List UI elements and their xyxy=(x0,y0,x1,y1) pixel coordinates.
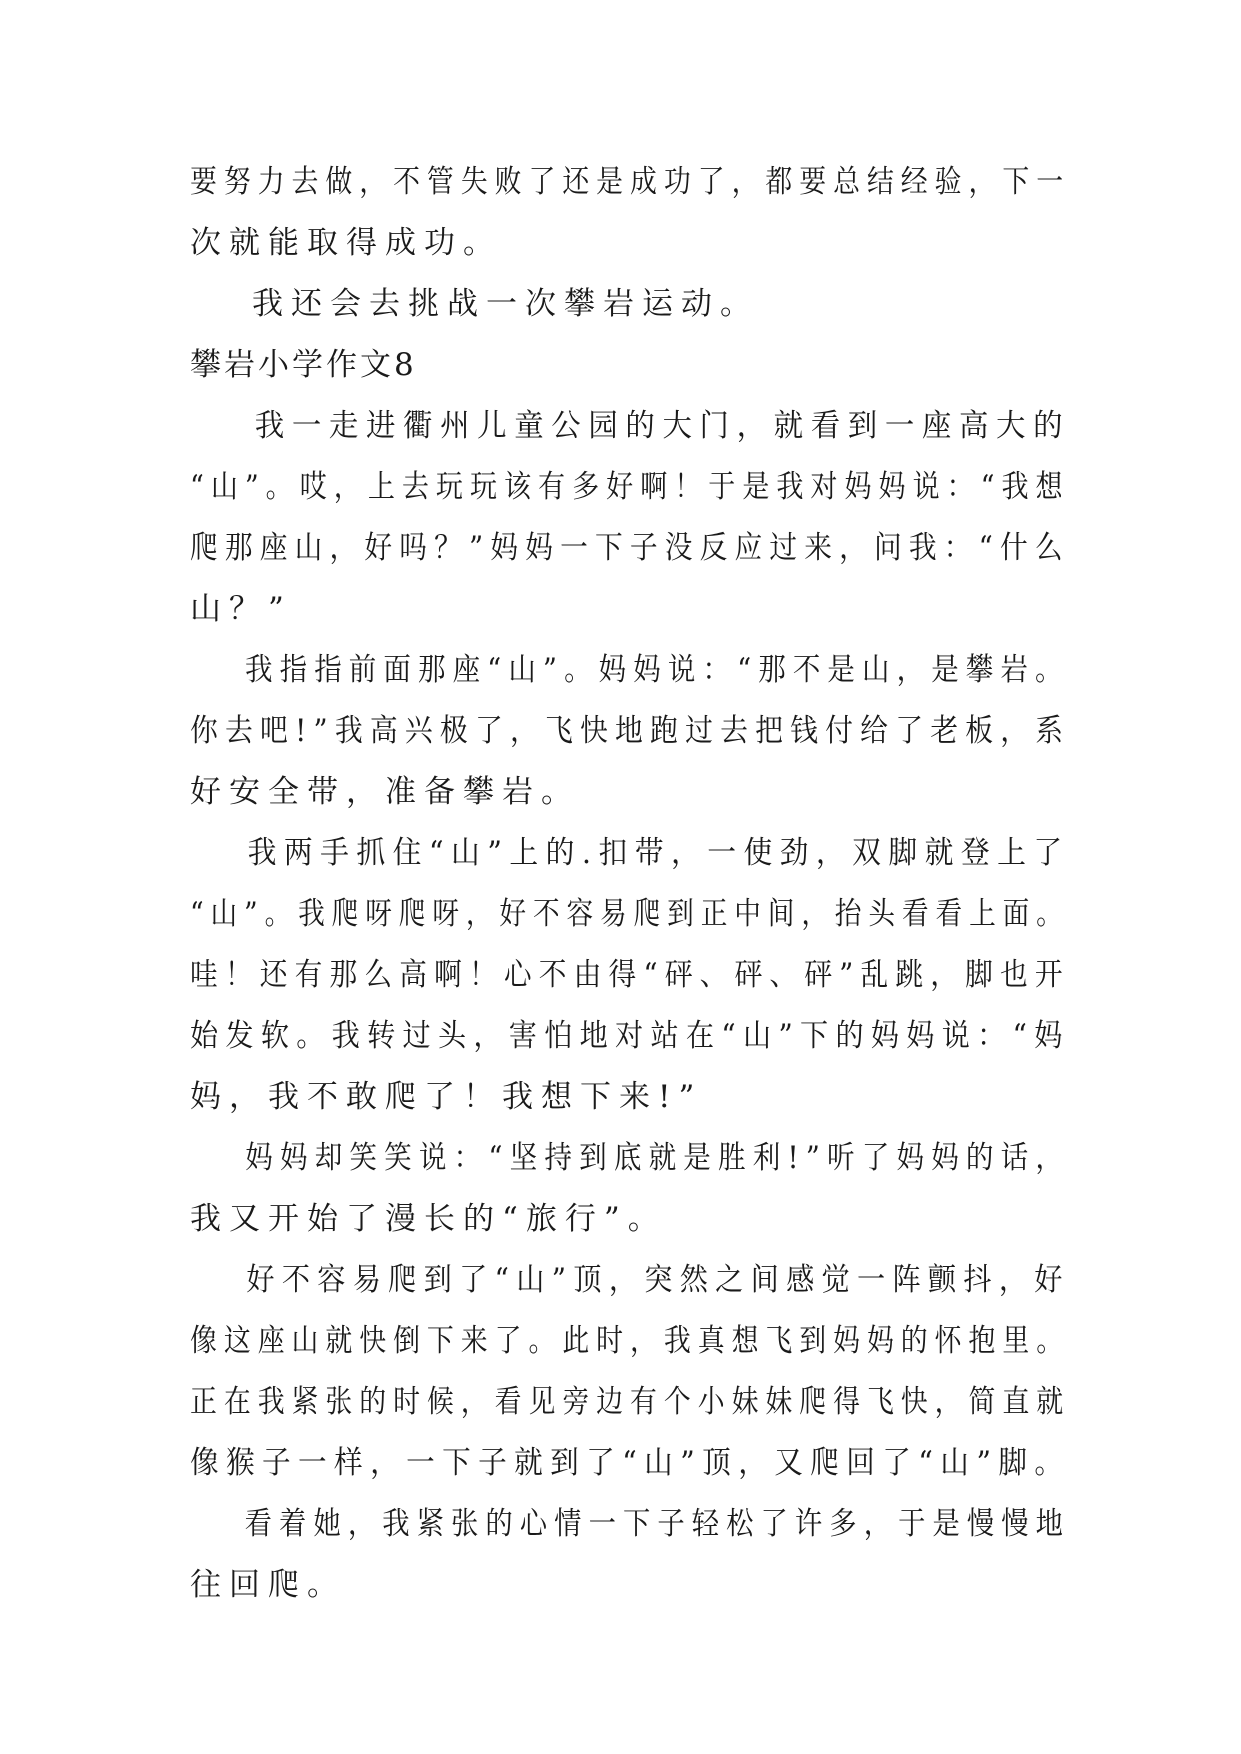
text-line: 好安全带，准备攀岩。 xyxy=(190,774,580,810)
text-line: 看着她，我紧张的心情一下子轻松了许多，于是慢慢地 xyxy=(244,1506,1071,1542)
text-line: 次就能取得成功。 xyxy=(190,225,502,261)
text-line: 我一走进衢州儿童公园的大门，就看到一座高大的 xyxy=(254,408,1071,444)
text-line: 哇！还有那么高啊！心不由得“砰、砰、砰”乱跳，脚也开 xyxy=(190,957,1070,993)
text-line: 正在我紧张的时候，看见旁边有个小妹妹爬得飞快，简直就 xyxy=(190,1384,1071,1420)
text-line: 往回爬。 xyxy=(190,1567,346,1603)
text-line: “山”。哎，上去玩玩该有多好啊！于是我对妈妈说：“我想 xyxy=(190,469,1070,505)
text-line: 我又开始了漫长的“旅行”。 xyxy=(190,1201,667,1237)
text-line: 妈妈却笑笑说：“坚持到底就是胜利!”听了妈妈的话， xyxy=(245,1140,1071,1176)
text-line: 要努力去做，不管失败了还是成功了，都要总结经验，下一 xyxy=(190,164,1071,200)
text-line: “山”。我爬呀爬呀，好不容易爬到正中间，抬头看看上面。 xyxy=(190,896,1070,932)
text-line: 像猴子一样，一下子就到了“山”顶，又爬回了“山”脚。 xyxy=(190,1445,1071,1481)
text-line: 妈，我不敢爬了！我想下来!” xyxy=(190,1079,703,1115)
text-line: 你去吧!”我高兴极了，飞快地跑过去把钱付给了老板，系 xyxy=(190,713,1071,749)
text-line: 我两手抓住“山”上的.扣带，一使劲，双脚就登上了 xyxy=(247,835,1070,871)
document-body xyxy=(190,152,1070,1616)
text-line: 始发软。我转过头，害怕地对站在“山”下的妈妈说：“妈 xyxy=(190,1018,1070,1054)
text-line: 爬那座山，好吗？”妈妈一下子没反应过来，问我：“什么 xyxy=(190,530,1070,566)
text-line: 我指指前面那座“山”。妈妈说：“那不是山，是攀岩。 xyxy=(245,652,1070,688)
text-line: 好不容易爬到了“山”顶，突然之间感觉一阵颤抖，好 xyxy=(246,1262,1070,1298)
text-line: 我还会去挑战一次攀岩运动。 xyxy=(252,286,759,322)
article-title: 攀岩小学作文8 xyxy=(190,347,417,383)
text-line: 像这座山就快倒下来了。此时，我真想飞到妈妈的怀抱里。 xyxy=(190,1323,1071,1359)
text-line: 山？” xyxy=(190,591,292,627)
